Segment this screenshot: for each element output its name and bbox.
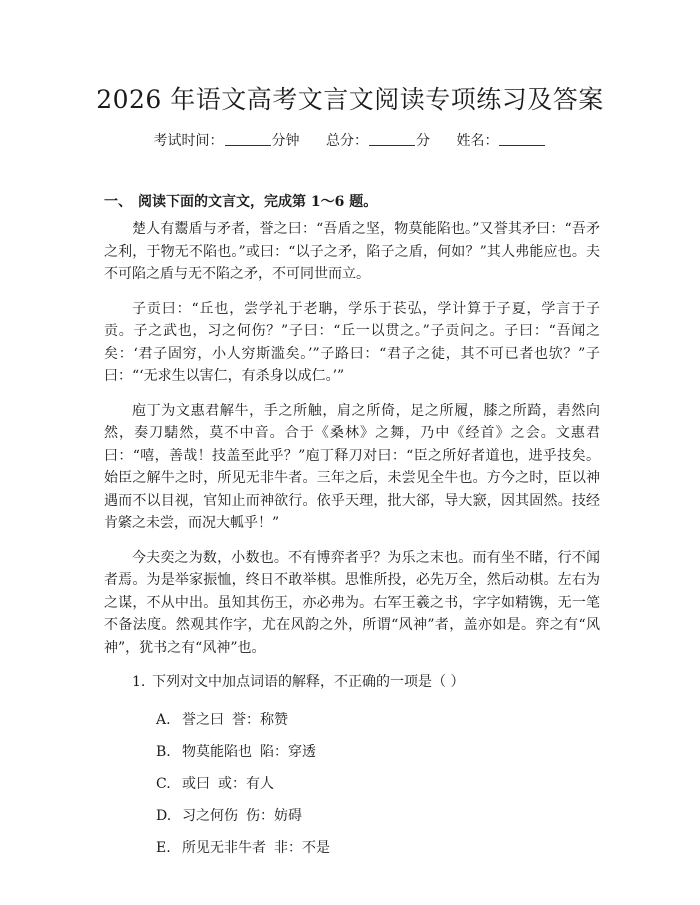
section-heading <box>104 192 377 212</box>
option-a[interactable] <box>156 709 600 731</box>
option-letter: E. <box>156 840 171 856</box>
question-text: 下列对文中加点词语的解释，不正确的一项是（ ） <box>152 674 465 690</box>
option-letter: D. <box>156 808 172 824</box>
option-explanation: 誉：称赞 <box>232 712 288 728</box>
option-phrase: 誉之曰 <box>182 712 224 728</box>
total-score-unit: 分 <box>416 133 430 149</box>
passage-2: 子贡曰：“丘也，尝学礼于老聃，学乐于苌弘，学计算于子夏，学言于子贡。子之武也，习之何伤？”子曰：“丘一以贯之。”子贡问之。子曰：“吾闻之矣：‘君子固穷，小人穷斯滥矣。’”子路曰：“君子之徒，其不可已者也欤？”子曰：“‘无求生以害仁，有杀身以成仁。’” <box>104 300 600 384</box>
option-explanation: 非：不是 <box>274 840 330 856</box>
exam-time-label: 考试时间： <box>153 133 224 149</box>
page-title: 2026 年语文高考文言文阅读专项练习及答案 <box>96 85 604 114</box>
reading-body <box>104 218 600 859</box>
total-score-label: 总分： <box>326 133 368 149</box>
option-phrase: 所见无非牛者 <box>182 840 266 856</box>
option-d[interactable] <box>156 805 600 827</box>
name-field <box>456 131 546 151</box>
question-1 <box>132 671 600 693</box>
name-label: 姓名： <box>456 133 499 149</box>
option-c[interactable] <box>156 773 600 795</box>
option-phrase: 习之何伤 <box>182 808 238 824</box>
exam-info-line <box>0 131 700 151</box>
option-e[interactable] <box>156 837 600 859</box>
total-score-blank <box>369 131 415 146</box>
section-instruction: 阅读下面的文言文，完成第 1～6 题。 <box>138 194 378 210</box>
option-letter: C. <box>156 776 171 792</box>
exam-time-unit: 分钟 <box>271 133 300 149</box>
option-letter: B. <box>156 744 171 760</box>
section-number: 一、 <box>104 194 132 210</box>
option-b[interactable] <box>156 741 600 763</box>
answer-options <box>104 709 600 859</box>
total-score-field <box>326 131 430 151</box>
exam-time-blank <box>225 131 271 146</box>
question-number: 1. <box>132 674 146 690</box>
passage-4: 今夫奕之为数，小数也。不有博弈者乎？为乐之末也。而有坐不睹，行不闻者焉。为是举家振恤，终日不敢举棋。思惟所投，必先万全，然后动棋。左右为之谋，不从中出。虽知其伤王，亦必弗为。右军王羲之书，字字如精镌，无一笔不备法度。然观其作字，尤在风韵之外，所谓“风神”者，盖亦如是。弈之有“风神”，犹书之有“风神”也。 <box>104 549 600 656</box>
option-phrase: 物莫能陷也 <box>182 744 252 760</box>
option-explanation: 陷：穿透 <box>260 744 316 760</box>
exam-time-field <box>154 131 300 151</box>
option-phrase: 或曰 <box>182 776 210 792</box>
option-letter: A. <box>156 712 171 728</box>
option-explanation: 或：有人 <box>218 776 274 792</box>
passage-1: 楚人有鬻盾与矛者，誉之曰：“吾盾之坚，物莫能陷也。”又誉其矛曰：“吾矛之利，于物无不陷也。”或曰：“以子之矛，陷子之盾，何如？”其人弗能应也。夫不可陷之盾与无不陷之矛，不可同世而立。 <box>104 221 600 282</box>
passage-3: 庖丁为文惠君解牛，手之所触，肩之所倚，足之所履，膝之所踦，砉然向然，奏刀騞然，莫不中音。合于《桑林》之舞，乃中《经首》之会。文惠君曰：“嘻，善哉！技盖至此乎？”庖丁释刀对曰：“臣之所好者道也，进乎技矣。始臣之解牛之时，所见无非牛者。三年之后，未尝见全牛也。方今之时，臣以神遇而不以目视，官知止而神欲行。依乎天理，批大郤，导大窾，因其固然。技经肯綮之未尝，而况大軱乎！” <box>104 402 600 531</box>
name-blank <box>499 131 545 146</box>
option-explanation: 伤：妨碍 <box>246 808 302 824</box>
